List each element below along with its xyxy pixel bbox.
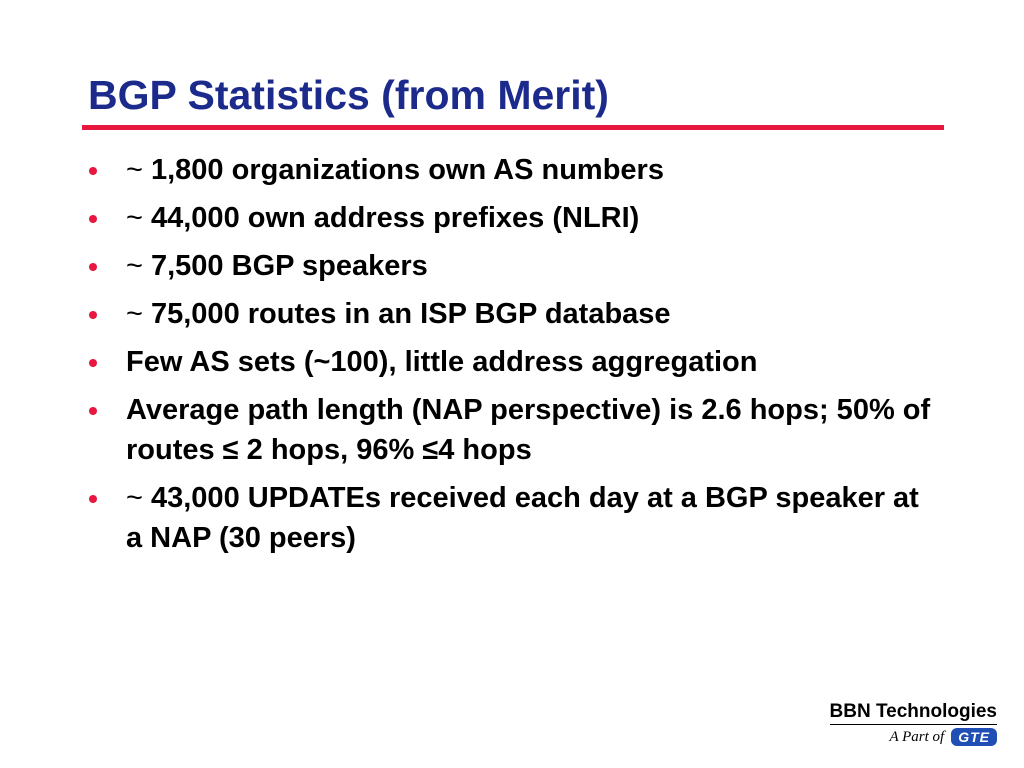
- bullet-prefix: ~: [126, 250, 143, 282]
- bullet-dot-icon: [89, 263, 97, 271]
- bullet-text: 43,000 UPDATEs received each day at a BGP speaker at a NAP (30 peers): [126, 482, 919, 554]
- bullet-dot-icon: [89, 407, 97, 415]
- footer-tagline: A Part of: [889, 728, 945, 745]
- bullet-item: [82, 246, 942, 286]
- bullet-item: [82, 478, 942, 558]
- bullet-item: [82, 150, 942, 190]
- bullet-dot-icon: [89, 215, 97, 223]
- bullet-item: [82, 342, 942, 382]
- gte-logo: GTE: [951, 728, 997, 746]
- bullet-dot-icon: [89, 167, 97, 175]
- bullet-text: 75,000 routes in an ISP BGP database: [142, 298, 671, 330]
- bullet-text: 7,500 BGP speakers: [142, 250, 428, 282]
- bullet-item: [82, 390, 942, 470]
- bullet-item: [82, 294, 942, 334]
- bullet-prefix: ~: [126, 482, 143, 514]
- bullet-text: Few AS sets (~100), little address aggregation: [126, 346, 758, 378]
- title-divider: [82, 125, 944, 130]
- bullet-text: 1,800 organizations own AS numbers: [142, 154, 664, 186]
- footer-company-name: BBN Technologies: [830, 701, 998, 725]
- bullet-prefix: ~: [126, 154, 143, 186]
- footer-tagline-row: [889, 728, 997, 746]
- bullet-item: [82, 198, 942, 238]
- bullet-dot-icon: [89, 359, 97, 367]
- bullet-prefix: ~: [126, 298, 143, 330]
- bullet-dot-icon: [89, 311, 97, 319]
- bullet-prefix: ~: [126, 202, 143, 234]
- bullet-list: [82, 150, 942, 566]
- bullet-text: 44,000 own address prefixes (NLRI): [142, 202, 640, 234]
- bullet-dot-icon: [89, 495, 97, 503]
- bullet-text: Average path length (NAP perspective) is 2.6 hops; 50% of routes ≤ 2 hops, 96% ≤4 hops: [126, 394, 931, 466]
- slide-title: BGP Statistics (from Merit): [88, 72, 609, 118]
